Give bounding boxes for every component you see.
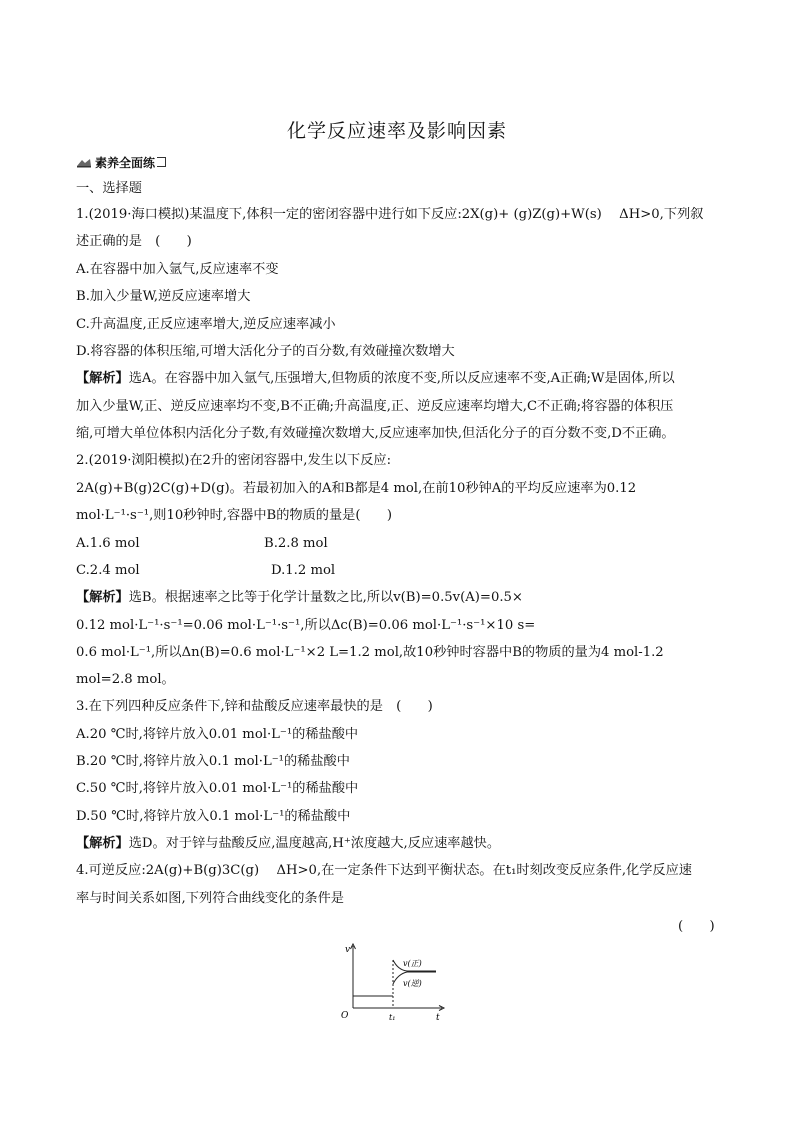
t1-label: t₁ bbox=[389, 1013, 396, 1022]
q1-analysis-text: 选A。在容器中加入氩气,压强增大,但物质的浓度不变,所以反应速率不变,A正确;W是固体,所以 bbox=[128, 371, 675, 386]
badge-bracket-icon bbox=[157, 157, 166, 167]
q2-option-c: C.2.4 mol bbox=[76, 563, 140, 578]
origin-label: O bbox=[341, 1011, 349, 1021]
q1-option-c: C.升高温度,正反应速率增大,逆反应速率减小 bbox=[76, 317, 336, 332]
rate-time-figure bbox=[335, 940, 450, 1022]
q4-answer-paren: ( ) bbox=[678, 919, 715, 934]
reverse-rate-label: v(逆) bbox=[403, 979, 422, 988]
q2-option-d: D.1.2 mol bbox=[271, 563, 336, 578]
q3-option-d: D.50 ℃时,将锌片放入0.1 mol·L⁻¹的稀盐酸中 bbox=[76, 809, 351, 824]
q2-stem-line3: mol·L⁻¹·s⁻¹,则10秒钟时,容器中B的物质的量是( ) bbox=[76, 508, 393, 523]
forward-rate-label: v(正) bbox=[403, 959, 422, 968]
q4-stem-line1: 4.可逆反应:2A(g)+B(g)3C(g) ΔH>0,在一定条件下达到平衡状态。在t₁时刻改变反应条件,化学反应速 bbox=[76, 863, 692, 878]
q3-analysis-line bbox=[76, 835, 500, 853]
q2-option-a: A.1.6 mol bbox=[76, 536, 140, 551]
q2-analysis-line4: mol=2.8 mol。 bbox=[76, 672, 175, 687]
analysis-tag: 【解析】 bbox=[76, 590, 129, 605]
q2-option-b: B.2.8 mol bbox=[264, 536, 328, 551]
q2-stem-line2: 2A(g)+B(g)2C(g)+D(g)。若最初加入的A和B都是4 mol,在前10秒钟A的平均反应速率为0.12 bbox=[76, 481, 637, 496]
q3-option-b: B.20 ℃时,将锌片放入0.1 mol·L⁻¹的稀盐酸中 bbox=[76, 754, 350, 769]
analysis-tag: 【解析】 bbox=[76, 836, 129, 851]
x-axis-label: t bbox=[436, 1013, 440, 1022]
q1-analysis-line2: 加入少量W,正、逆反应速率均不变,B不正确;升高温度,正、逆反应速率均增大,C不正确;将容器的体积压 bbox=[76, 399, 674, 414]
q1-option-b: B.加入少量W,逆反应速率增大 bbox=[76, 289, 251, 304]
q3-analysis-text: 选D。对于锌与盐酸反应,温度越高,H⁺浓度越大,反应速率越快。 bbox=[128, 836, 501, 851]
q3-option-c: C.50 ℃时,将锌片放入0.01 mol·L⁻¹的稀盐酸中 bbox=[76, 781, 359, 796]
q1-stem-line1: 1.(2019·海口模拟)某温度下,体积一定的密闭容器中进行如下反应:2X(g)+ (g)Z(g)+W(s) ΔH>0,下列叙 bbox=[76, 207, 704, 222]
q1-analysis-line1 bbox=[76, 370, 675, 388]
q2-analysis-text: 选B。根据速率之比等于化学计量数之比,所以v(B)=0.5v(A)=0.5× bbox=[128, 590, 523, 605]
section-heading: 一、选择题 bbox=[76, 181, 142, 196]
q1-option-d: D.将容器的体积压缩,可增大活化分子的百分数,有效碰撞次数增大 bbox=[76, 344, 455, 359]
section-badge-label: 素养全面练 bbox=[95, 155, 156, 170]
page-title: 化学反应速率及影响因素 bbox=[286, 120, 507, 142]
q4-stem-line2: 率与时间关系如图,下列符合曲线变化的条件是 bbox=[76, 891, 344, 906]
q1-option-a: A.在容器中加入氩气,反应速率不变 bbox=[76, 262, 279, 277]
q3-stem: 3.在下列四种反应条件下,锌和盐酸反应速率最快的是 ( ) bbox=[76, 699, 433, 714]
q1-analysis-line3: 缩,可增大单位体积内活化分子数,有效碰撞次数增大,反应速率加快,但活化分子的百分数不变,D不正确。 bbox=[76, 426, 675, 441]
q1-stem-line2: 述正确的是 ( ) bbox=[76, 234, 192, 249]
q3-option-a: A.20 ℃时,将锌片放入0.01 mol·L⁻¹的稀盐酸中 bbox=[76, 727, 359, 742]
q2-stem-line1: 2.(2019·浏阳模拟)在2升的密闭容器中,发生以下反应: bbox=[76, 453, 392, 468]
y-axis-label: v bbox=[345, 945, 351, 955]
analysis-tag: 【解析】 bbox=[76, 371, 129, 386]
section-badge bbox=[76, 155, 166, 169]
q2-analysis-line2: 0.12 mol·L⁻¹·s⁻¹=0.06 mol·L⁻¹·s⁻¹,所以Δc(B)=0.06 mol·L⁻¹·s⁻¹×10 s= bbox=[76, 618, 536, 633]
q2-analysis-line3: 0.6 mol·L⁻¹,所以Δn(B)=0.6 mol·L⁻¹×2 L=1.2 mol,故10秒钟时容器中B的物质的量为4 mol-1.2 bbox=[76, 645, 664, 660]
book-icon bbox=[76, 157, 92, 167]
q2-analysis-line1 bbox=[76, 589, 523, 607]
